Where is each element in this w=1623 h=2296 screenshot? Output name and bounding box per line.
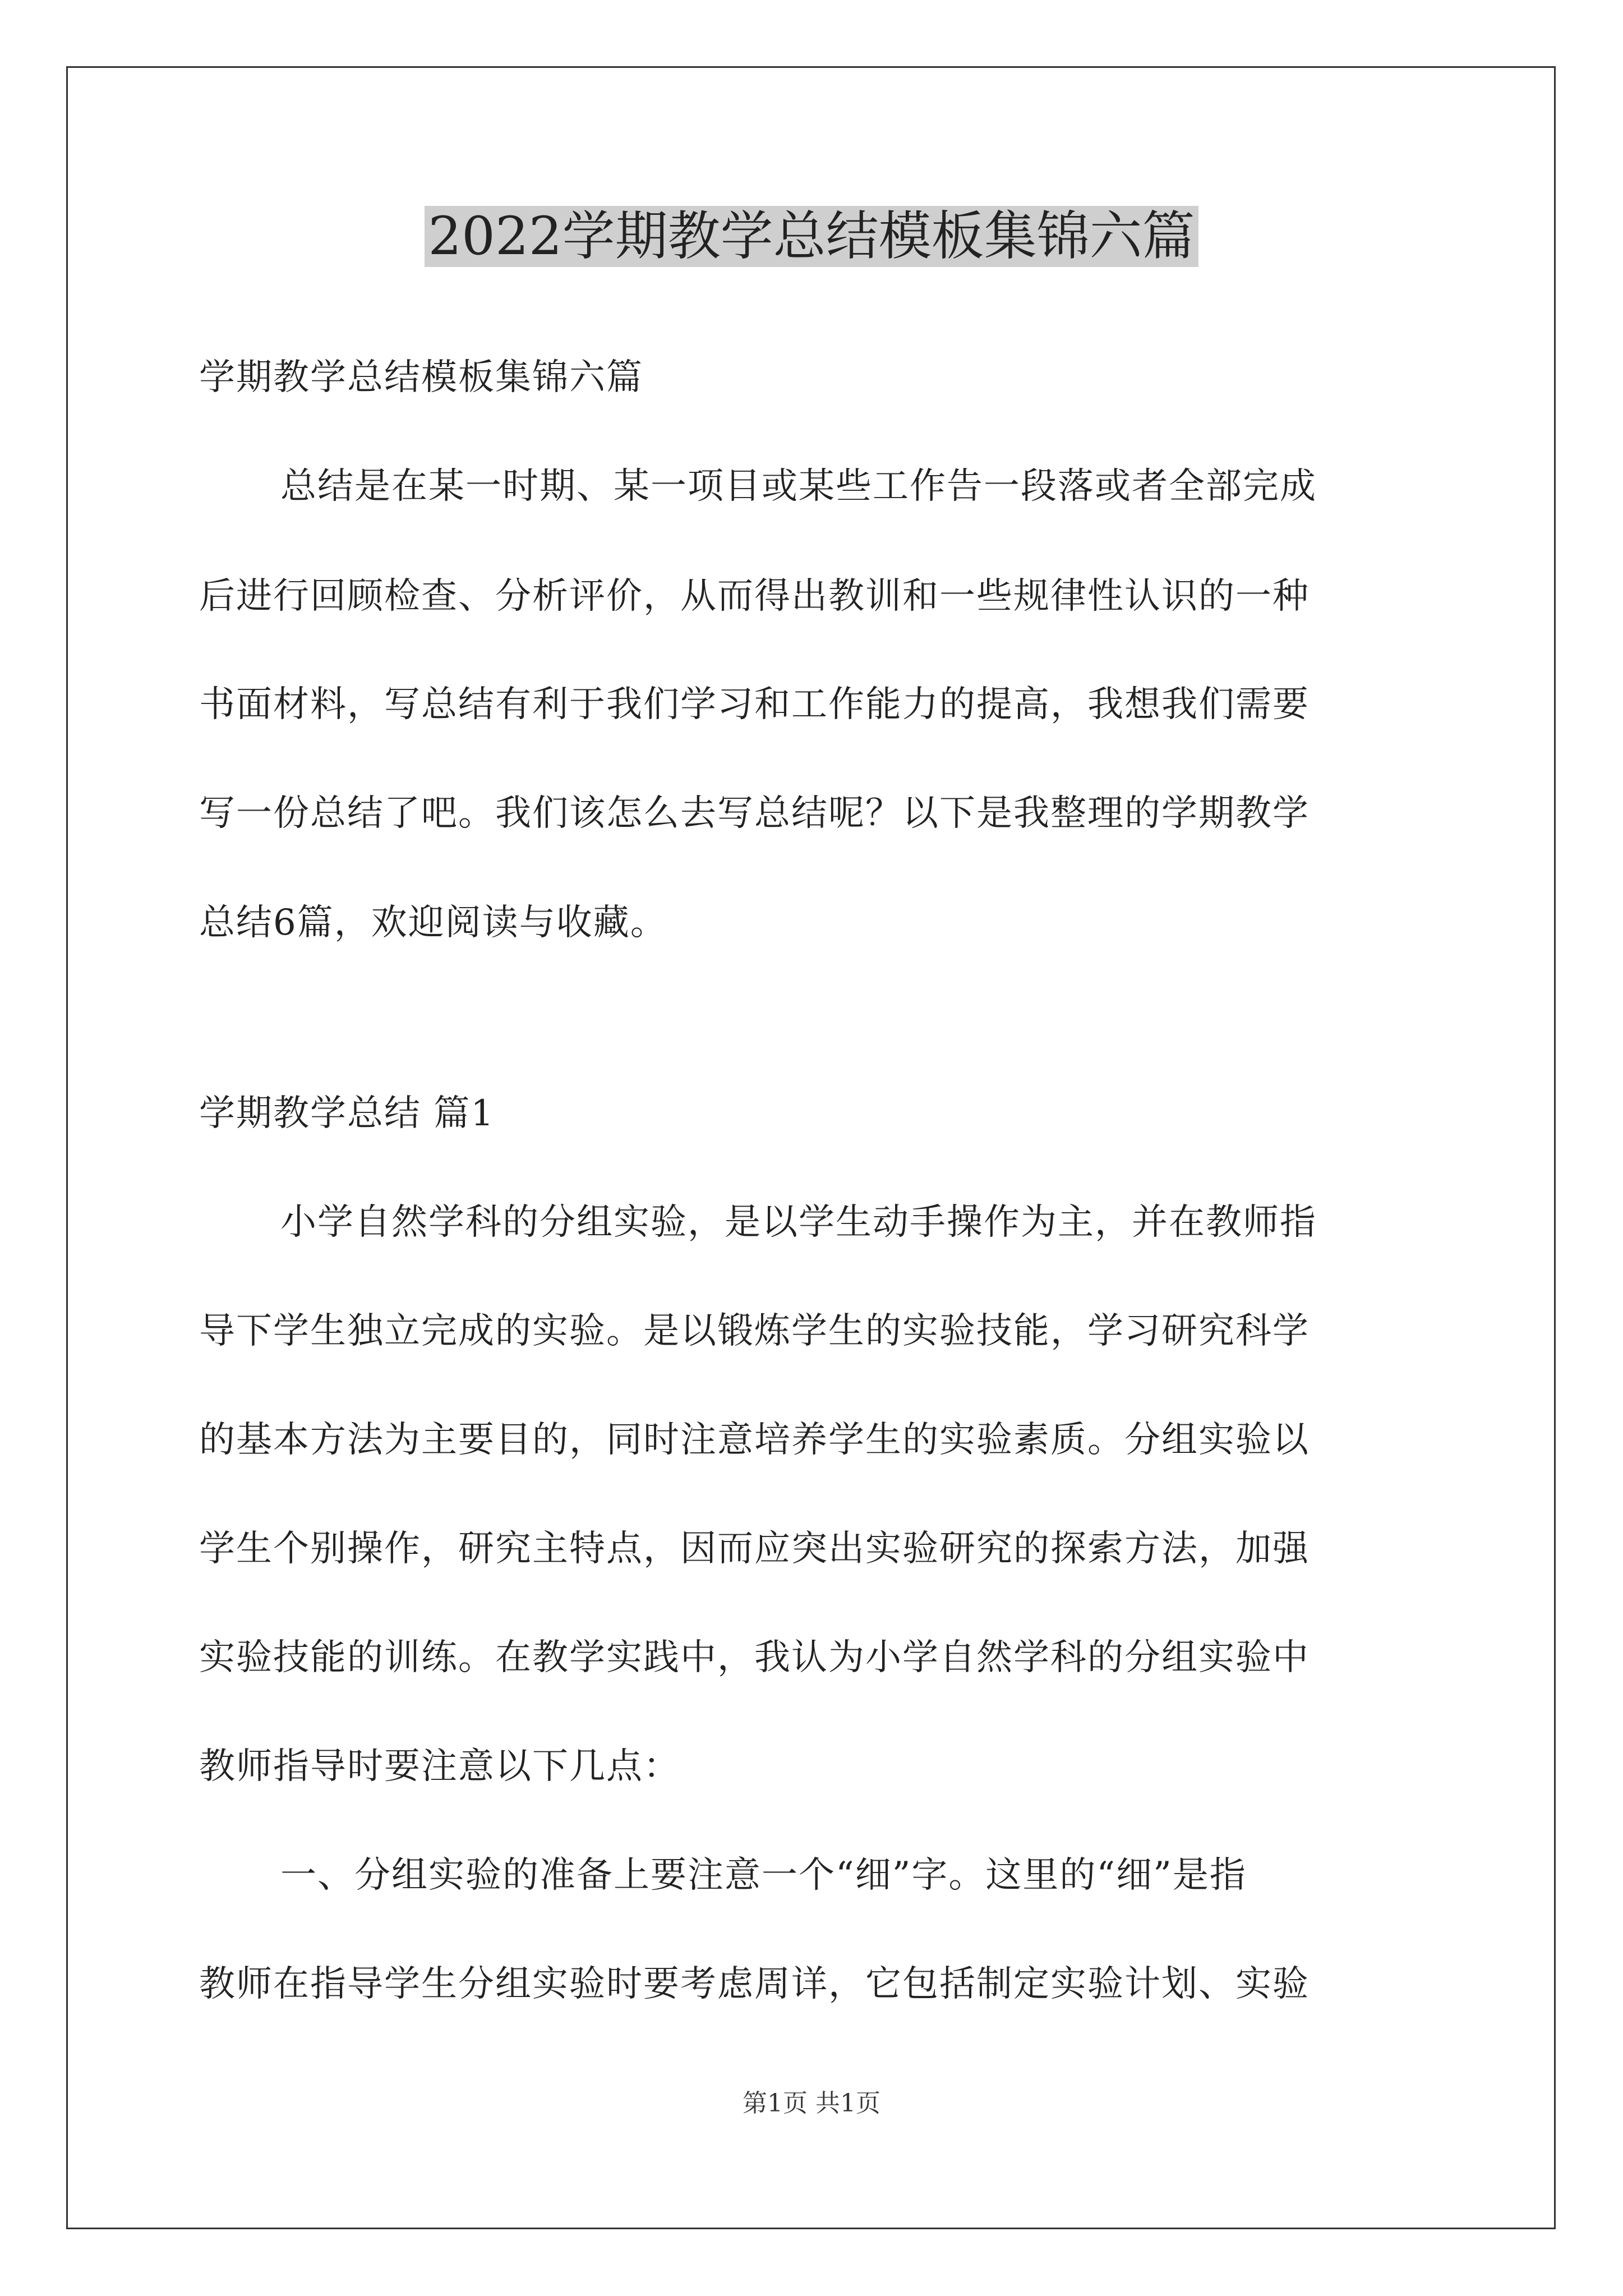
section-line-4: 学生个别操作，研究主特点，因而应突出实验研究的探索方法，加强: [199, 1528, 1310, 1570]
page-footer: 第1页 共1页: [743, 2089, 880, 2118]
document-title: [0, 197, 1623, 276]
intro-line-5: 总结6篇，欢迎阅读与收藏。: [199, 902, 667, 944]
point-line-1: 一、分组实验的准备上要注意一个“细”字。这里的“细”是指: [280, 1855, 1247, 1896]
intro-line-4: 写一份总结了吧。我们该怎么去写总结呢？以下是我整理的学期教学: [199, 793, 1310, 834]
section-line-2: 导下学生独立完成的实验。是以锻炼学生的实验技能，学习研究科学: [199, 1310, 1310, 1352]
intro-line-3: 书面材料，写总结有利于我们学习和工作能力的提高，我想我们需要: [199, 684, 1310, 725]
section-heading: 学期教学总结 篇1: [199, 1093, 495, 1134]
section-line-3: 的基本方法为主要目的，同时注意培养学生的实验素质。分组实验以: [199, 1419, 1310, 1461]
document-subtitle: 学期教学总结模板集锦六篇: [199, 357, 643, 398]
section-line-1: 小学自然学科的分组实验，是以学生动手操作为主，并在教师指: [280, 1202, 1317, 1243]
intro-line-1: 总结是在某一时期、某一项目或某些工作告一段落或者全部完成: [280, 466, 1317, 507]
document-title-text: 2022学期教学总结模板集锦六篇: [425, 206, 1198, 267]
section-line-6: 教师指导时要注意以下几点：: [199, 1746, 680, 1787]
section-line-5: 实验技能的训练。在教学实践中，我认为小学自然学科的分组实验中: [199, 1637, 1310, 1678]
point-line-2: 教师在指导学生分组实验时要考虑周详，它包括制定实验计划、实验: [199, 1963, 1310, 2005]
intro-line-2: 后进行回顾检查、分析评价，从而得出教训和一些规律性认识的一种: [199, 576, 1310, 617]
